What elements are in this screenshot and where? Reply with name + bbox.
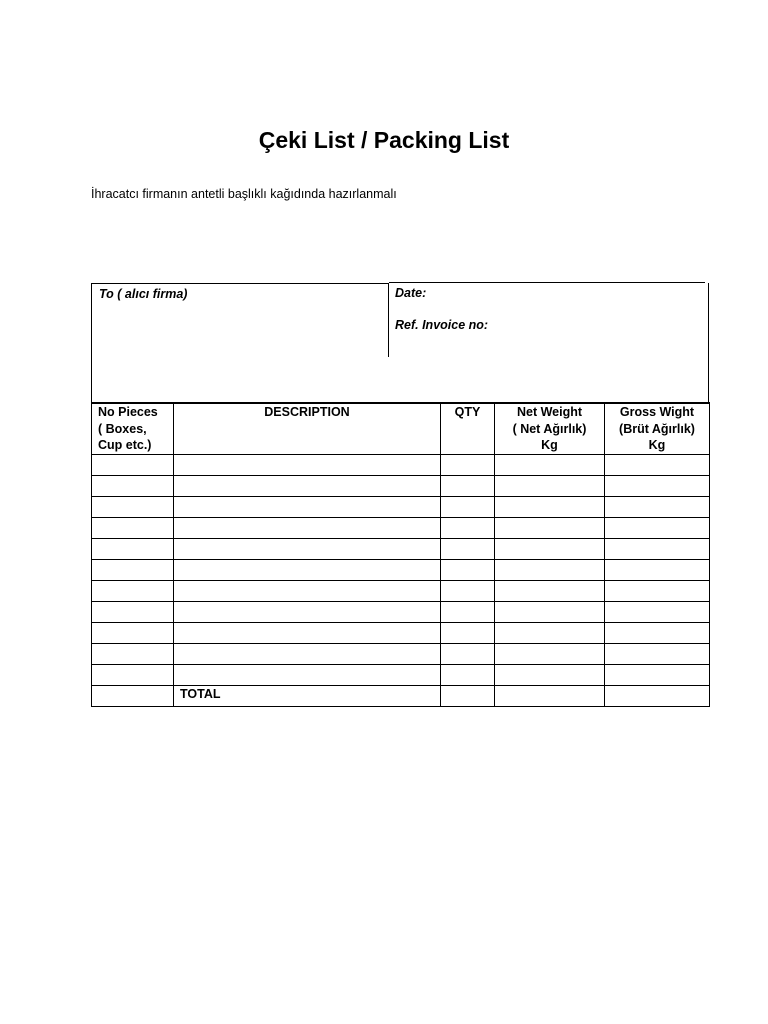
table-cell-gross-weight[interactable] (605, 580, 710, 601)
table-cell-gross-weight[interactable] (605, 454, 710, 475)
table-cell-net-weight[interactable] (495, 622, 605, 643)
table-cell-pieces[interactable] (92, 664, 174, 685)
header-line: Cup etc.) (98, 438, 152, 452)
table-cell-description[interactable] (174, 664, 441, 685)
table-cell-net-weight[interactable] (495, 664, 605, 685)
table-row (92, 664, 710, 685)
table-cell-qty[interactable] (441, 664, 495, 685)
date-ref-box[interactable] (388, 283, 709, 359)
table-row (92, 622, 710, 643)
table-cell-net-weight[interactable] (495, 538, 605, 559)
table-row (92, 517, 710, 538)
table-cell[interactable] (605, 685, 710, 706)
table-cell-description[interactable] (174, 643, 441, 664)
to-recipient-box[interactable] (91, 283, 390, 359)
table-cell-net-weight[interactable] (495, 580, 605, 601)
table-cell-gross-weight[interactable] (605, 496, 710, 517)
header-line: Net Weight (516, 405, 583, 419)
header-line: ( Boxes, (98, 421, 147, 436)
table-cell-description[interactable] (174, 622, 441, 643)
table-cell-pieces[interactable] (92, 517, 174, 538)
table-cell-net-weight[interactable] (495, 496, 605, 517)
table-cell-gross-weight[interactable] (605, 643, 710, 664)
blank-info-row[interactable] (91, 357, 709, 404)
table-cell-qty[interactable] (441, 454, 495, 475)
table-cell-description[interactable] (174, 454, 441, 475)
table-cell-pieces[interactable] (92, 496, 174, 517)
table-cell-gross-weight[interactable] (605, 475, 710, 496)
table-cell-description[interactable] (174, 538, 441, 559)
date-label: Date: (395, 286, 427, 300)
table-cell-description[interactable] (174, 580, 441, 601)
table-cell-pieces[interactable] (92, 538, 174, 559)
total-row (92, 685, 710, 706)
table-row (92, 580, 710, 601)
table-cell-pieces[interactable] (92, 475, 174, 496)
table-cell-gross-weight[interactable] (605, 559, 710, 580)
header-line: QTY (454, 405, 481, 419)
packing-table (91, 402, 710, 707)
table-cell-qty[interactable] (441, 517, 495, 538)
table-cell-description[interactable] (174, 475, 441, 496)
table-cell-pieces[interactable] (92, 643, 174, 664)
header-line: DESCRIPTION (264, 405, 350, 419)
table-cell-net-weight[interactable] (495, 517, 605, 538)
box-top-border (389, 282, 705, 283)
table-cell-qty[interactable] (441, 475, 495, 496)
table-cell-qty[interactable] (441, 496, 495, 517)
column-header-description (174, 403, 441, 455)
document-title: Çeki List / Packing List (258, 127, 510, 153)
total-label: TOTAL (174, 685, 441, 706)
table-cell-qty[interactable] (441, 601, 495, 622)
table-cell-qty[interactable] (441, 538, 495, 559)
table-cell[interactable] (92, 685, 174, 706)
table-cell-gross-weight[interactable] (605, 622, 710, 643)
table-header-row (92, 403, 710, 455)
column-header-net-weight (495, 403, 605, 455)
table-row (92, 643, 710, 664)
table-row (92, 496, 710, 517)
table-row (92, 559, 710, 580)
header-line: Kg (541, 438, 558, 452)
table-cell-pieces[interactable] (92, 601, 174, 622)
table-cell-description[interactable] (174, 496, 441, 517)
header-line: ( Net Ağırlık) (512, 421, 587, 436)
table-cell-qty[interactable] (441, 580, 495, 601)
table-cell-description[interactable] (174, 559, 441, 580)
header-line: Gross Wight (619, 405, 695, 419)
header-line: (Brüt Ağırlık) (619, 421, 695, 436)
table-cell-gross-weight[interactable] (605, 517, 710, 538)
table-cell-gross-weight[interactable] (605, 664, 710, 685)
table-cell-net-weight[interactable] (495, 643, 605, 664)
column-header-qty (441, 403, 495, 455)
table-cell[interactable] (441, 685, 495, 706)
table-row (92, 454, 710, 475)
table-cell-pieces[interactable] (92, 559, 174, 580)
table-cell-qty[interactable] (441, 559, 495, 580)
table-cell-gross-weight[interactable] (605, 601, 710, 622)
table-cell-net-weight[interactable] (495, 454, 605, 475)
table-cell-description[interactable] (174, 601, 441, 622)
column-header-gross-weight (605, 403, 710, 455)
document-subtitle: İhracatcı firmanın antetli başlıklı kağıdında hazırlanmalı (91, 187, 397, 201)
table-cell-pieces[interactable] (92, 454, 174, 475)
table-cell-qty[interactable] (441, 643, 495, 664)
column-header-pieces (92, 403, 174, 455)
table-row (92, 538, 710, 559)
table-body (92, 454, 710, 706)
table-cell-gross-weight[interactable] (605, 538, 710, 559)
table-cell-description[interactable] (174, 517, 441, 538)
table-cell-net-weight[interactable] (495, 475, 605, 496)
table-cell[interactable] (495, 685, 605, 706)
to-label: To ( alıcı firma) (99, 287, 188, 301)
header-line: No Pieces (98, 405, 158, 419)
table-row (92, 601, 710, 622)
table-cell-net-weight[interactable] (495, 559, 605, 580)
table-cell-net-weight[interactable] (495, 601, 605, 622)
header-line: Kg (648, 438, 666, 452)
ref-invoice-label: Ref. Invoice no: (395, 318, 489, 332)
table-row (92, 475, 710, 496)
table-cell-pieces[interactable] (92, 622, 174, 643)
table-cell-pieces[interactable] (92, 580, 174, 601)
table-cell-qty[interactable] (441, 622, 495, 643)
